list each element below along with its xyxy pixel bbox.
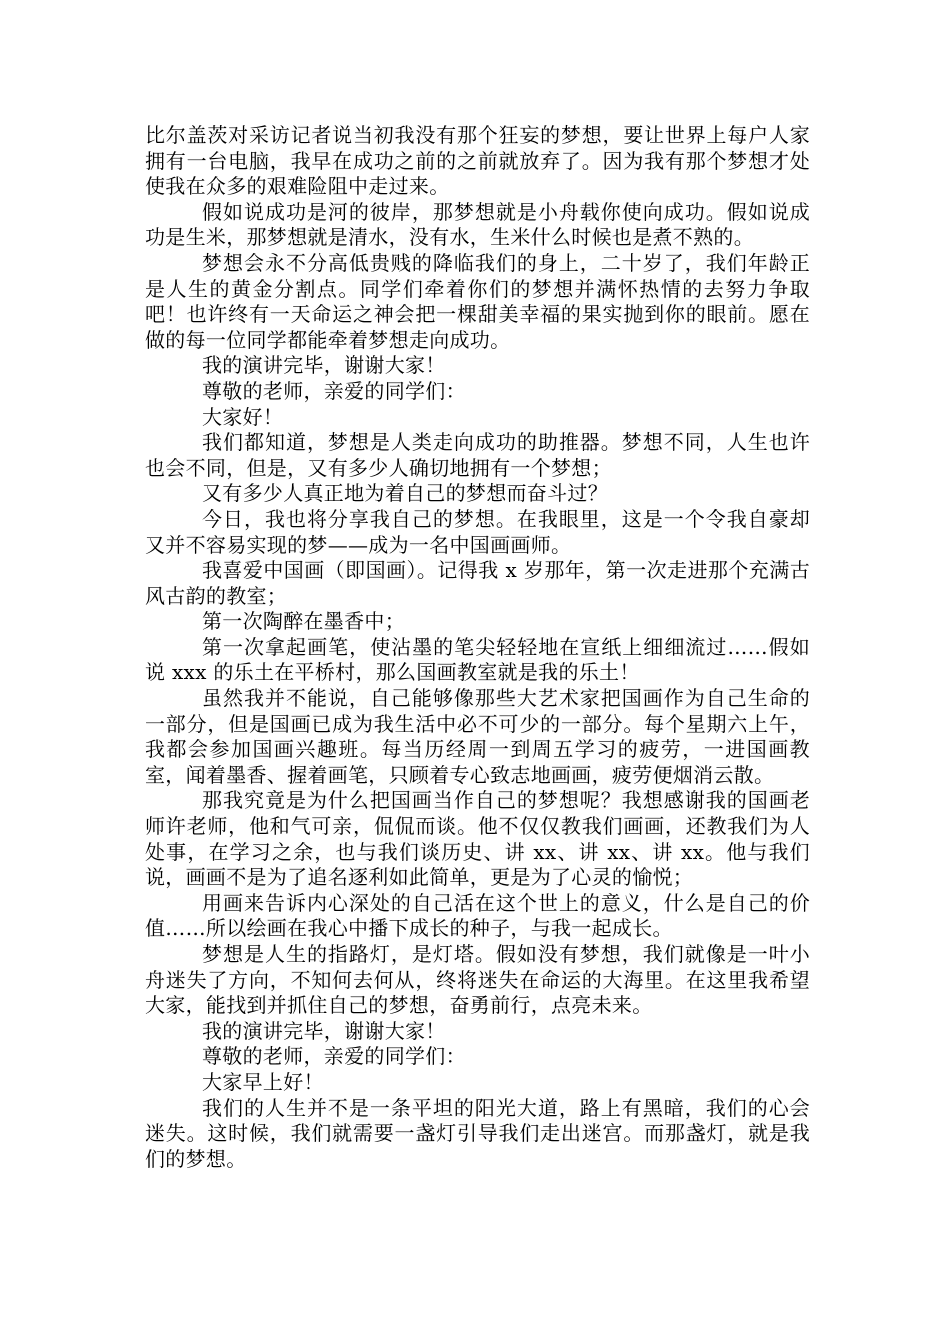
document-page [145, 123, 810, 1172]
paragraph: 我的演讲完毕，谢谢大家！ [202, 353, 446, 378]
paragraph: 第一次拿起画笔，使沾墨的笔尖轻轻地在宣纸上细细流过……假如说 xxx 的乐土在平桥村，那么国画教室就是我的乐土！ [145, 634, 810, 685]
paragraph: 那我究竟是为什么把国画当作自己的梦想呢？我想感谢我的国画老师许老师，他和气可亲，侃侃而谈。他不仅仅教我们画画，还教我们为人处事，在学习之余，也与我们谈历史、讲 xx、讲 xx、讲 xx。他与我们说，画画不是为了追名逐利如此简单，更是为了心灵的愉悦； [145, 788, 810, 890]
paragraph: 梦想是人生的指路灯，是灯塔。假如没有梦想，我们就像是一叶小舟迷失了方向，不知何去何从，终将迷失在命运的大海里。在这里我希望大家，能找到并抓住自己的梦想，奋勇前行，点亮未来。 [145, 942, 810, 1018]
paragraph: 我们的人生并不是一条平坦的阳光大道，路上有黑暗，我们的心会迷失。这时候，我们就需要一盏灯引导我们走出迷宫。而那盏灯，就是我们的梦想。 [145, 1095, 810, 1171]
paragraph: 第一次陶醉在墨香中； [202, 609, 405, 634]
paragraph: 我们都知道，梦想是人类走向成功的助推器。梦想不同，人生也许也会不同，但是，又有多少人确切地拥有一个梦想； [145, 430, 810, 480]
paragraph: 假如说成功是河的彼岸，那梦想就是小舟载你使向成功。假如说成功是生米，那梦想就是清水，没有水，生米什么时候也是煮不熟的。 [145, 199, 810, 250]
paragraph: 用画来告诉内心深处的自己活在这个世上的意义，什么是自己的价值……所以绘画在我心中播下成长的种子，与我一起成长。 [145, 890, 810, 941]
paragraph: 我的演讲完毕，谢谢大家！ [202, 1018, 446, 1043]
paragraph: 大家好！ [202, 404, 284, 429]
paragraph: 大家早上好！ [202, 1069, 324, 1094]
paragraph: 又有多少人真正地为着自己的梦想而奋斗过？ [202, 481, 608, 506]
paragraph: 我喜爱中国画（即国画）。记得我 x 岁那年，第一次走进那个充满古风古韵的教室； [145, 558, 810, 608]
paragraph: 尊敬的老师，亲爱的同学们： [202, 378, 466, 403]
paragraph: 比尔盖茨对采访记者说当初我没有那个狂妄的梦想，要让世界上每户人家拥有一台电脑，我早在成功之前的之前就放弃了。因为我有那个梦想才处使我在众多的艰难险阻中走过来。 [145, 123, 810, 199]
paragraph: 尊敬的老师，亲爱的同学们： [202, 1044, 466, 1069]
paragraph: 梦想会永不分高低贵贱的降临我们的身上，二十岁了，我们年龄正是人生的黄金分割点。同学们牵着你们的梦想并满怀热情的去努力争取吧！也许终有一天命运之神会把一棵甜美幸福的果实抛到你的眼前。愿在做的每一位同学都能牵着梦想走向成功。 [145, 250, 810, 352]
paragraph: 今日，我也将分享我自己的梦想。在我眼里，这是一个令我自豪却又并不容易实现的梦——成为一名中国画画师。 [145, 506, 810, 557]
paragraph: 虽然我并不能说，自己能够像那些大艺术家把国画作为自己生命的一部分，但是国画已成为我生活中必不可少的一部分。每个星期六上午，我都会参加国画兴趣班。每当历经周一到周五学习的疲劳，一进国画教室，闻着墨香、握着画笔，只顾着专心致志地画画，疲劳便烟消云散。 [145, 686, 810, 787]
